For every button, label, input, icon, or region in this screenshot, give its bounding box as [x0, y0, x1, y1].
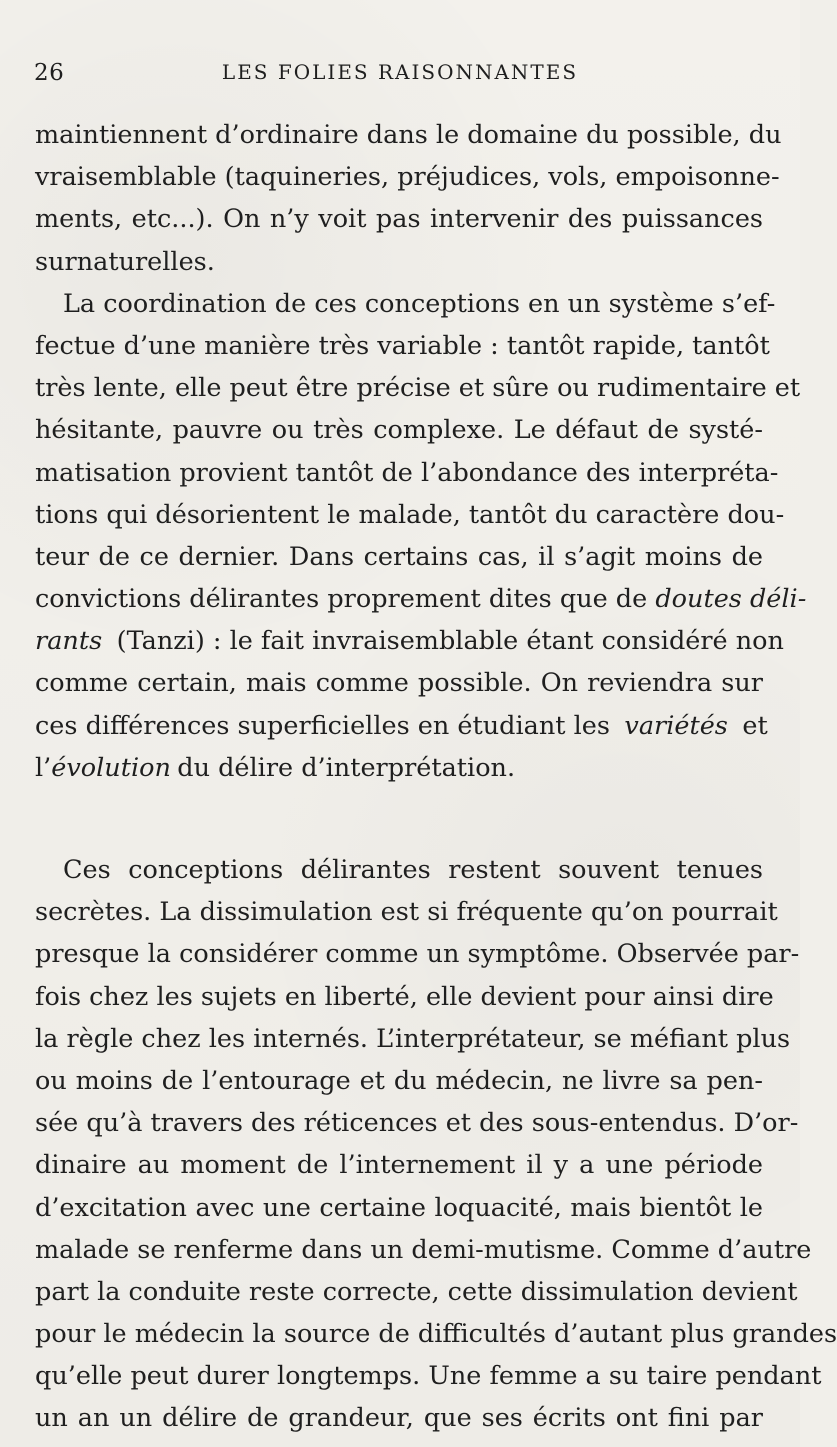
text-line: fectue d’une manière très variable : tantôt rapide, tantôt — [35, 330, 770, 361]
text-line: qu’elle peut durer longtemps. Une femme a su taire pendant — [35, 1361, 822, 1392]
text-line: dinaire au moment de l’internement il y a une période — [35, 1150, 763, 1181]
text-segment: convictions délirantes proprement dites que de — [35, 584, 648, 615]
text-line: très lente, elle peut être précise et sûre ou rudimentaire et — [35, 373, 801, 404]
text-line — [35, 578, 807, 620]
text-line: ments, etc...). On n’y voit pas intervenir des puissances — [35, 204, 763, 235]
text-line: vraisemblable (taquineries, préjudices, vols, empoisonne- — [35, 162, 780, 193]
text-line: secrètes. La dissimulation est si fréquente qu’on pourrait — [35, 897, 778, 928]
text-line: malade se renferme dans un demi-mutisme. Comme d’autre — [35, 1234, 812, 1265]
text-line: part la conduite reste correcte, cette dissimulation devient — [35, 1276, 798, 1307]
text-line: La coordination de ces conceptions en un système s’ef- — [63, 288, 776, 319]
text-segment: du délire d’interprétation. — [177, 752, 516, 783]
text-line: la règle chez les internés. L’interprétateur, se méfiant plus — [35, 1023, 791, 1054]
text-line: sée qu’à travers des réticences et des sous-entendus. D’or- — [35, 1108, 799, 1139]
italic-phrase: évolution — [51, 752, 171, 783]
italic-phrase: rants — [35, 626, 103, 657]
text-line: hésitante, pauvre ou très complexe. Le défaut de systé- — [35, 415, 763, 446]
text-line: pour le médecin la source de difficultés d’autant plus grandes — [35, 1319, 837, 1350]
paragraph-gap — [35, 789, 763, 849]
text-line: ou moins de l’entourage et du médecin, ne livre sa pen- — [35, 1065, 763, 1096]
text-line: maintiennent d’ordinaire dans le domaine du possible, du — [35, 120, 782, 150]
text-line: un an un délire de grandeur, que ses écrits ont fini par — [35, 1403, 763, 1434]
text-line: tions qui désorientent le malade, tantôt du caractère dou- — [35, 499, 785, 530]
page-text — [35, 114, 837, 1440]
italic-phrase: variétés — [624, 710, 728, 741]
running-title: LES FOLIES RAISONNANTES — [221, 60, 579, 84]
text-line: surnaturelles. — [35, 246, 215, 277]
text-line: fois chez les sujets en liberté, elle devient pour ainsi dire — [35, 981, 774, 1012]
text-line: Ces conceptions délirantes restent souvent tenues — [63, 855, 763, 885]
page-number: 26 — [34, 60, 65, 86]
text-line — [35, 705, 768, 747]
text-line — [35, 620, 784, 662]
text-line: teur de ce dernier. Dans certains cas, il s’agit moins de — [35, 541, 763, 572]
italic-phrase: doutes déli- — [655, 584, 807, 615]
text-line: d’excitation avec une certaine loquacité, mais bientôt le — [35, 1192, 763, 1223]
text-segment: l’ — [35, 752, 52, 783]
text-line: presque la considérer comme un symptôme. Observée par- — [35, 939, 800, 970]
page-header — [34, 60, 766, 94]
text-segment: (Tanzi) : le fait invraisemblable étant considéré non — [116, 626, 784, 657]
text-line: matisation provient tantôt de l’abondance des interpréta- — [35, 457, 779, 488]
text-segment: ces différences superficielles en étudiant les — [35, 710, 610, 741]
text-line — [35, 747, 763, 789]
text-line: comme certain, mais comme possible. On reviendra sur — [35, 668, 763, 699]
text-segment: et — [742, 710, 768, 741]
